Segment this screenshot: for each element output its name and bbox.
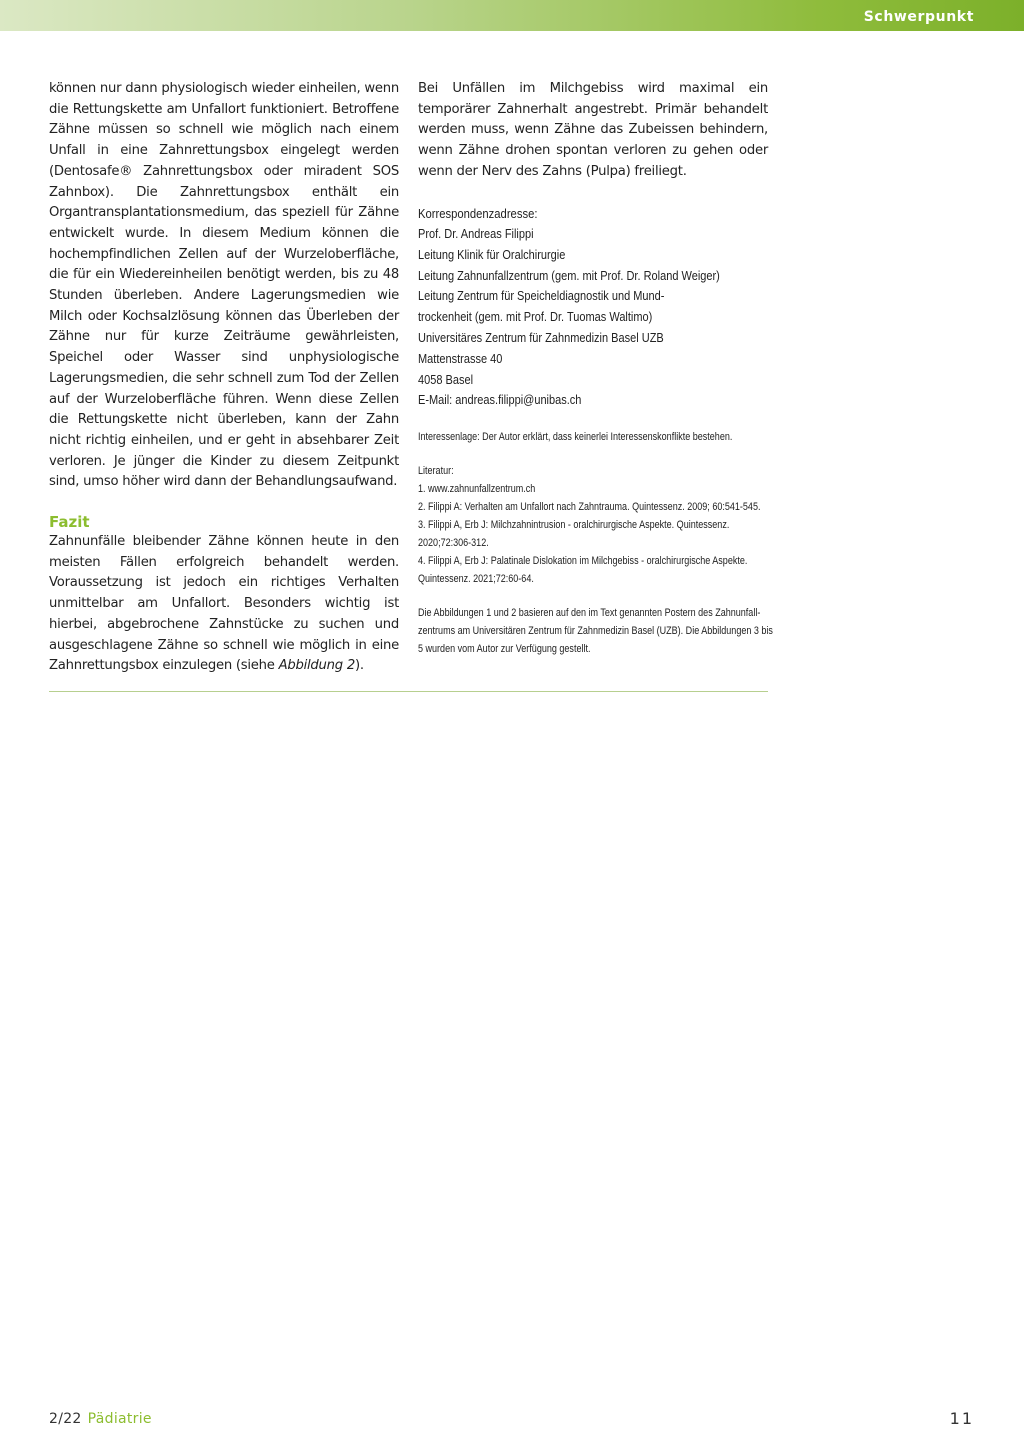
correspondence-line: Mattenstrasse 40	[418, 351, 503, 366]
right-paragraph-1: Bei Unfällen im Milchgebiss wird maximal ein temporärer Zahnerhalt angestrebt. Primär behandelt werden muss, wenn Zähne das Zubeissen behindern, wenn Zähne drohen spontan verloren zu gehen oder wenn der Nerv des Zahns (Pulpa) freiliegt.	[418, 81, 768, 179]
figure-credit-line: Die Abbildungen 1 und 2 basieren auf den im Text genannten Postern des Zahnunfall-	[418, 607, 761, 620]
literature-item: 2. Filippi A: Verhalten am Unfallort nach Zahntrauma. Quintessenz. 2009; 60:541-545.	[418, 501, 761, 514]
fazit-heading: Fazit	[49, 513, 90, 532]
figure-credit-block	[418, 604, 773, 658]
literature-item: Quintessenz. 2021;72:60-64.	[418, 573, 534, 586]
footer-left	[49, 1411, 152, 1427]
fazit-text-end: ).	[354, 658, 364, 674]
correspondence-lines	[418, 224, 768, 411]
literature-item: 3. Filippi A, Erb J: Milchzahnintrusion - oralchirurgische Aspekte. Quintessenz.	[418, 519, 730, 532]
section-label: Schwerpunkt	[863, 9, 974, 25]
page-number: 11	[949, 1409, 974, 1428]
correspondence-line: Leitung Zentrum für Speicheldiagnostik und Mund-	[418, 289, 665, 304]
correspondence-email[interactable]: E-Mail: andreas.filippi@unibas.ch	[418, 393, 582, 408]
interest-statement: Interessenlage: Der Autor erklärt, dass keinerlei Interessenskonflikte bestehen.	[418, 431, 733, 444]
correspondence-block	[418, 204, 768, 412]
correspondence-line: Leitung Klinik für Oralchirurgie	[418, 247, 566, 262]
left-column	[49, 79, 399, 677]
correspondence-title: Korrespondenzadresse:	[418, 206, 538, 221]
right-column	[418, 79, 773, 658]
literature-title: Literatur:	[418, 465, 454, 478]
correspondence-line: Universitäres Zentrum für Zahnmedizin Basel UZB	[418, 331, 664, 345]
interest-block	[418, 428, 768, 446]
fazit-text: Zahnunfälle bleibender Zähne können heute in den meisten Fällen erfolgreich behandelt werden. Voraussetzung ist jedoch ein richtiges Verhalten unmittelbar am Unfallort. Besonders wichtig ist hierbei, abgebrochene Zahnstücke zu suchen und ausgeschlagene Zähne so schnell wie möglich in eine Zahnrettungsbox einzulegen (siehe	[49, 534, 399, 674]
literature-block	[418, 462, 768, 588]
footer-issue: 2/22	[49, 1411, 82, 1427]
fazit-paragraph	[49, 532, 399, 677]
literature-item: 4. Filippi A, Erb J: Palatinale Dislokation im Milchgebiss - oralchirurgische Aspekte.	[418, 555, 748, 568]
left-paragraph-1: können nur dann physiologisch wieder einheilen, wenn die Rettungskette am Unfallort funktioniert. Betroffene Zähne müssen so schnell wie möglich nach einem Unfall in eine Zahnrettungsbox eingelegt werden (Dentosafe® Zahnrettungsbox oder miradent SOS Zahnbox). Die Zahnrettungsbox enthält ein Organtransplantationsmedium, das speziell für Zähne entwickelt wurde. In diesem Medium können die hochempfindlichen Zellen auf der Wurzeloberfläche, die für ein Wiedereinheilen benötigt werden, bis zu 48 Stunden überleben. Andere Lagerungsmedien wie Milch oder Kochsalzlösung können das Überleben der Zähne nur für kurze Zeiträume gewährleisten, Speichel oder Wasser sind unphysiologische Lagerungsmedien, die sehr schnell zum Tod der Zellen auf der Wurzeloberfläche führen. Wenn diese Zellen die Rettungskette nicht überleben, kann der Zahn nicht richtig einheilen, und er geht in absehbarer Zeit verloren. Je jünger die Kinder zu diesem Zeitpunkt sind, umso höher wird dann der Behandlungsaufwand.	[49, 81, 399, 490]
footer-magazine: Pädiatrie	[87, 1411, 152, 1427]
correspondence-line: Leitung Zahnunfallzentrum (gem. mit Prof. Dr. Roland Weiger)	[418, 268, 720, 283]
literature-item[interactable]: 1. www.zahnunfallzentrum.ch	[418, 483, 536, 496]
correspondence-line: trockenheit (gem. mit Prof. Dr. Tuomas Waltimo)	[418, 310, 653, 325]
section-divider	[49, 691, 768, 692]
figure-credit-line: zentrums am Universitären Zentrum für Zahnmedizin Basel (UZB). Die Abbildungen 3 bis	[418, 625, 773, 638]
header-bar	[0, 0, 1024, 31]
fazit-figure-ref: Abbildung 2	[278, 658, 355, 674]
literature-item: 2020;72:306-312.	[418, 537, 489, 550]
correspondence-line: 4058 Basel	[418, 372, 474, 387]
correspondence-line: Prof. Dr. Andreas Filippi	[418, 227, 534, 242]
figure-credit-line: 5 wurden vom Autor zur Verfügung gestellt.	[418, 643, 591, 656]
